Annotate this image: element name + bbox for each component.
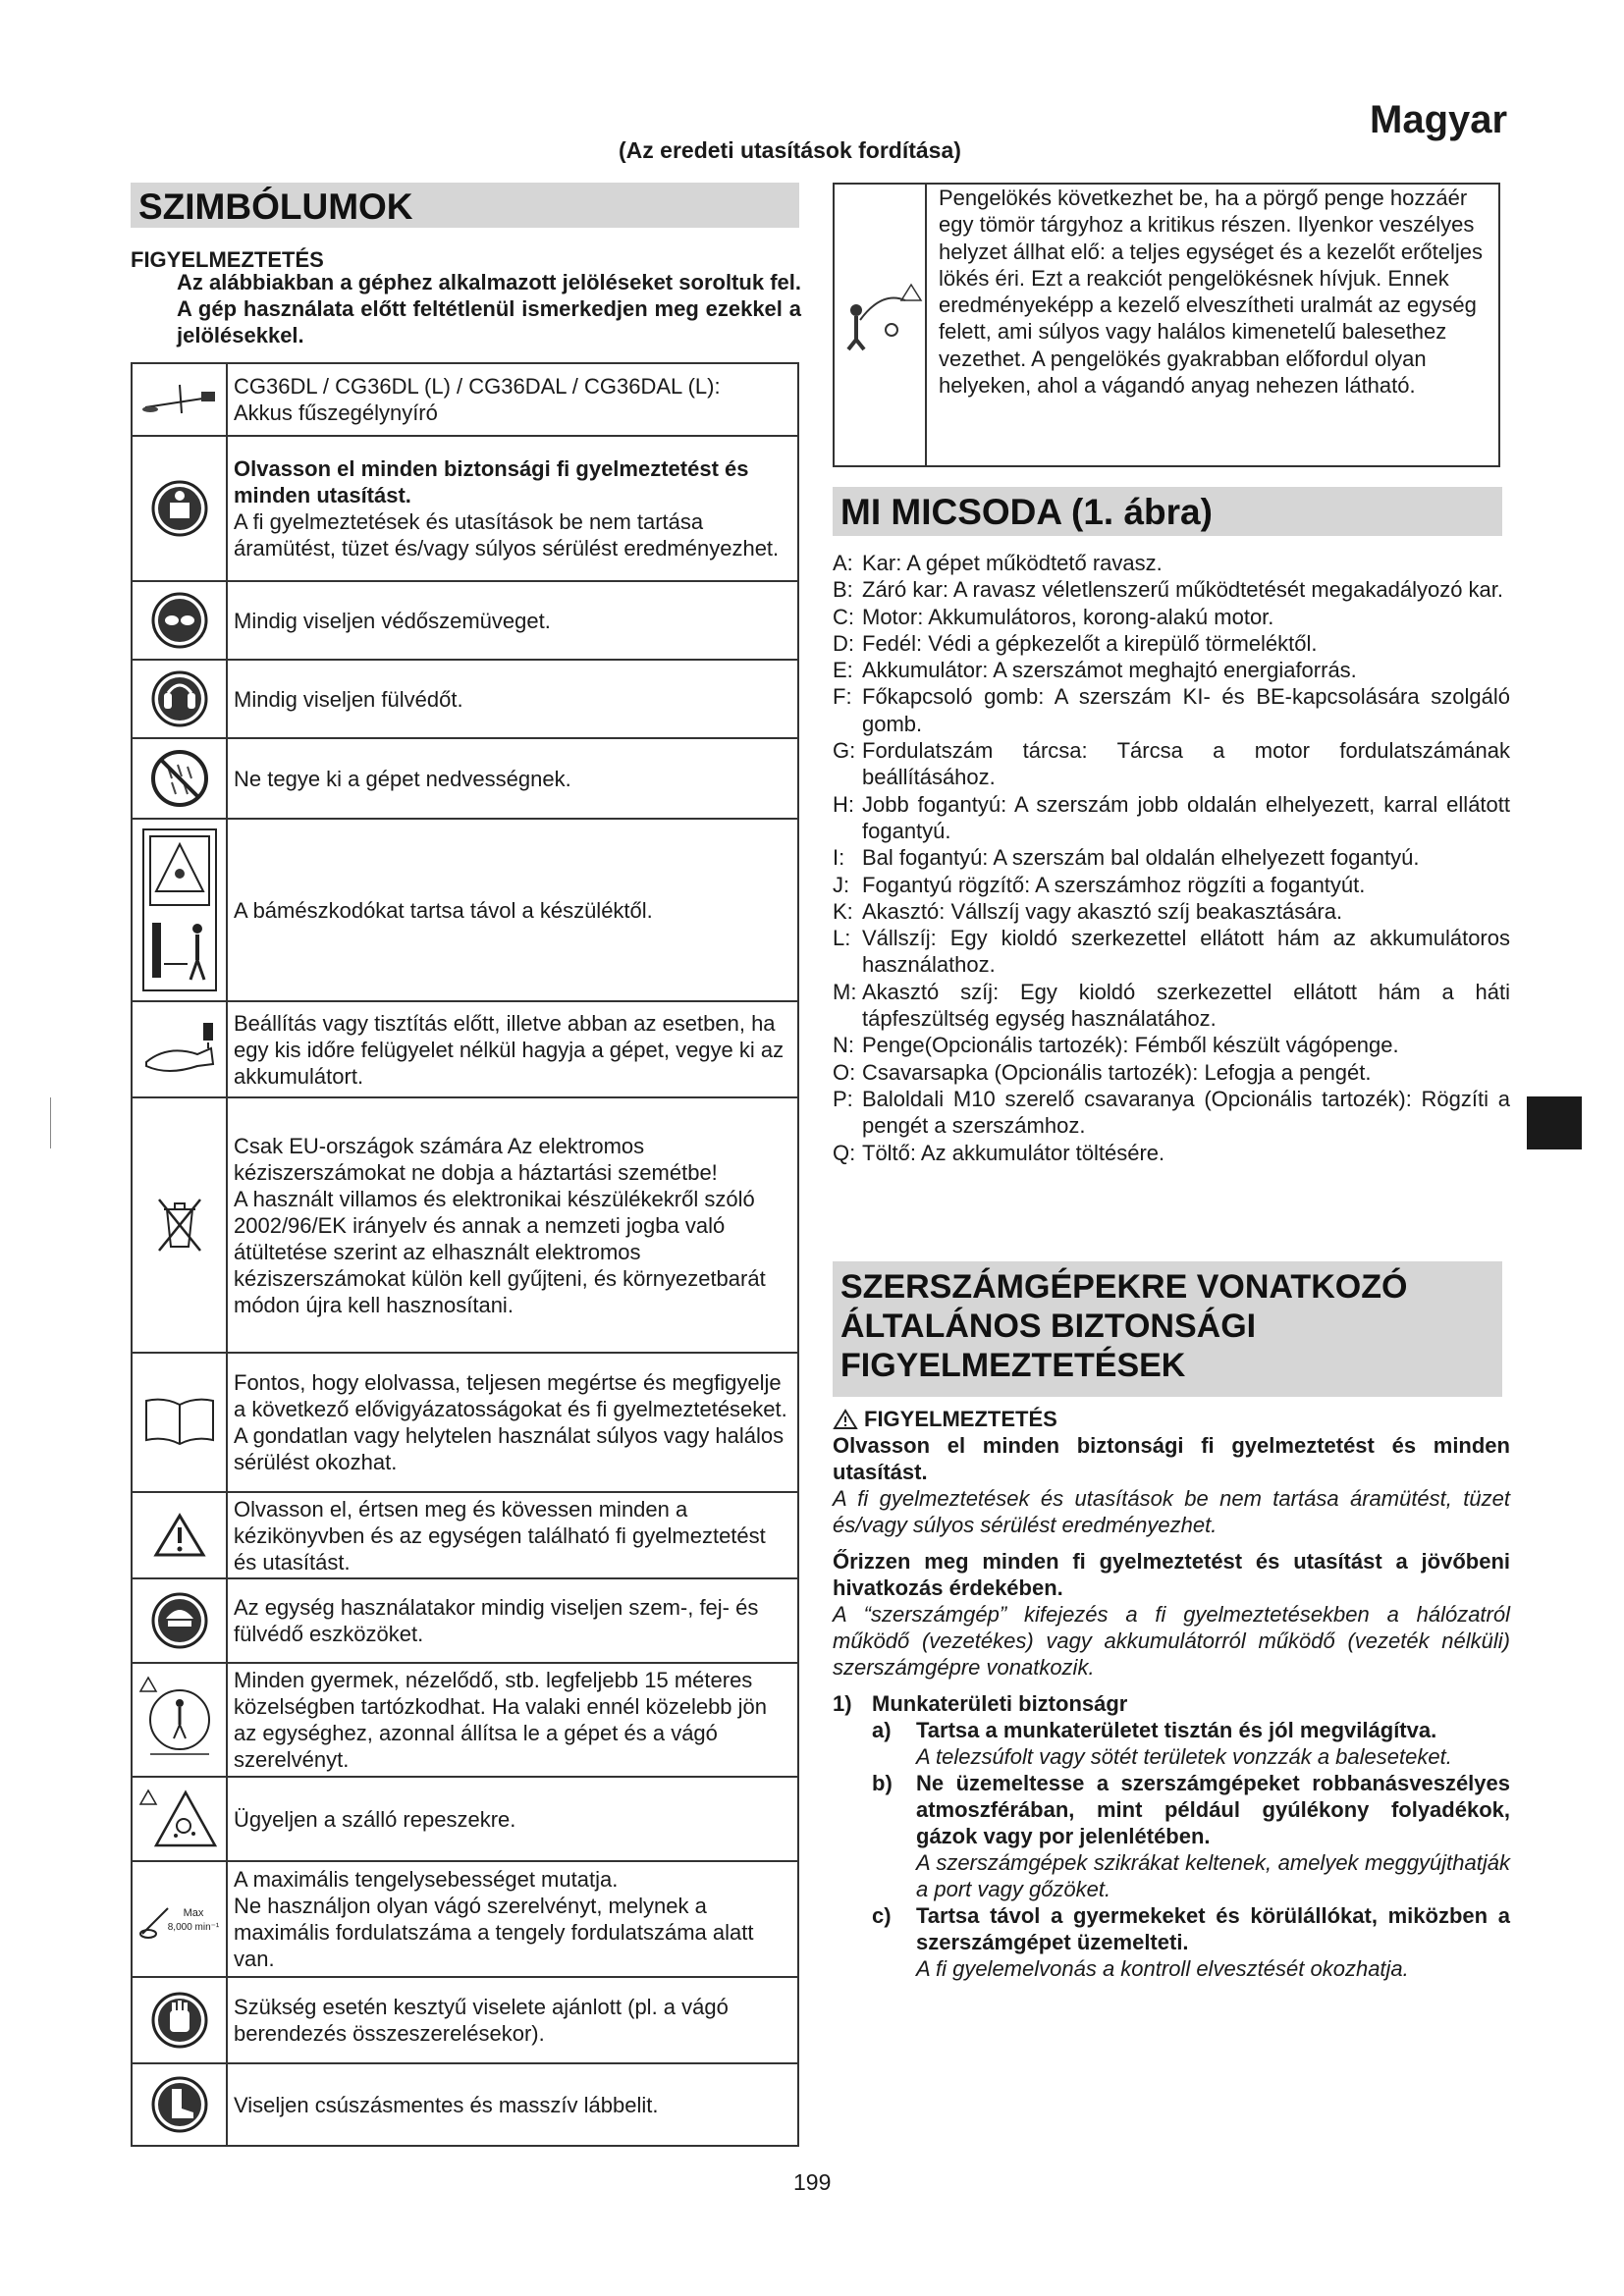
part-key: H: [833, 791, 854, 817]
symbol-row [132, 2063, 798, 2146]
part-item [833, 1140, 1510, 1166]
symbol-read-all-text: A fi gyelmeztetések és utasítások be nem tartása áramütést, tüzet és/vagy súlyos sérülést eredményezhet. [234, 509, 780, 561]
general-p1-italic: A fi gyelmeztetések és utasítások be nem tartása áramütést, tüzet és/vagy súlyos sérülést eredményezhet. [833, 1486, 1510, 1537]
part-text: Fordulatszám tárcsa: Tárcsa a motor fordulatszámának beállításához. [862, 738, 1510, 790]
symbol-debris-text: Ügyeljen a szálló repeszekre. [227, 1777, 798, 1861]
general-p1-bold: Olvasson el minden biztonsági fi gyelmeztetést és minden utasítást. [833, 1433, 1510, 1484]
symbol-eu-text: Csak EU-országok számára Az elektromos kéziszerszámokat ne dobja a háztartási szemétbe! [234, 1133, 718, 1185]
general-warning-title: FIGYELMEZTETÉS [864, 1407, 1057, 1431]
read-manual-icon [132, 436, 227, 581]
symbol-model-name: Akkus fűszegélynyíró [234, 400, 438, 425]
safety-boots-icon [132, 2063, 227, 2146]
remove-battery-icon [132, 1001, 227, 1097]
part-text: Motor: Akkumulátoros, korong-alakú motor. [862, 604, 1274, 629]
fifteen-meter-icon [132, 1663, 227, 1777]
symbol-gloves-text: Szükség esetén kesztyű viselete ajánlott (pl. a vágó berendezés összeszerelésekor). [227, 1977, 798, 2063]
symbol-row [132, 581, 798, 660]
kickback-text: Pengelökés következhet be, ha a pörgő penge hozzáér egy tömör tárgyhoz a kritikus részen. Ilyenkor veszélyes helyzet állhat elő: a teljes egységet és a kezelőt erőteljes lökés éri. Ezt a reakciót pengelökésnek hívjuk. Ennek eredményeképp a kezelő elveszítheti uralmát az egység felett, ami súlyos vagy halálos kimenetelű balesethez vezethet. A pengelökés gyakrabban előfordul olyan helyeken, ahol a vágandó anyag nehezen látható. [939, 186, 1483, 399]
part-key: P: [833, 1086, 853, 1111]
rule-note: A telezsúfolt vagy sötét területek vonzzák a baleseteket. [916, 1744, 1452, 1769]
part-text: Fedél: Védi a gépkezelőt a kirepülő törmeléktől. [862, 630, 1318, 656]
general-safety-heading: SZERSZÁMGÉPEKRE VONATKOZÓ ÁLTALÁNOS BIZTONSÁGI FIGYELMEZTETÉSEK [833, 1261, 1502, 1397]
warning-icon [833, 1409, 858, 1430]
ear-protection-icon [132, 660, 227, 738]
symbol-eu-directive: A használt villamos és elektronikai készülékekről szóló 2002/96/EK irányelv és annak a nemzeti jogba való átültetése szerint az elhasznált elektromos kéziszerszámokat külön kell gyűjteni, és környezetbarát módon újra kell hasznosítani. [234, 1186, 766, 1317]
part-item [833, 1059, 1510, 1086]
part-item [833, 844, 1510, 871]
language-label: Magyar [1370, 98, 1508, 141]
part-text: Jobb fogantyú: A szerszám jobb oldalán elhelyezett, karral ellátott fogantyú. [862, 791, 1510, 843]
head-eye-ear-protection-icon [132, 1578, 227, 1663]
symbol-read-manual-text: Olvasson el, értsen meg és kövessen minden a kézikönyvben és az egységen található fi gyelmeztetést és utasítást. [227, 1492, 798, 1578]
parts-list [833, 550, 1510, 1166]
part-key: O: [833, 1059, 856, 1085]
rule-item [872, 1770, 1510, 1849]
symbol-model-line: CG36DL / CG36DL (L) / CG36DAL / CG36DAL (L): [234, 374, 721, 399]
rule-key: c) [872, 1903, 892, 1928]
rule-key: b) [872, 1771, 893, 1795]
part-text: Akasztó szíj: Egy kioldó szerkezettel ellátott hám a háti tápfeszültség egység használatához. [862, 979, 1510, 1032]
symbol-ear-text: Mindig viseljen fülvédőt. [227, 660, 798, 738]
weee-bin-icon [132, 1097, 227, 1353]
margin-line [50, 1097, 51, 1148]
manual-book-icon [132, 1353, 227, 1492]
section-1-number: 1) [833, 1691, 852, 1716]
part-text: Fogantyú rögzítő: A szerszámhoz rögzíti a fogantyút. [862, 872, 1366, 897]
warning-triangle-icon [132, 1492, 227, 1578]
gloves-icon [132, 1977, 227, 2063]
rule-text: Ne üzemeltesse a szerszámgépeket robbanásveszélyes atmoszférában, mint például gyúlékony folyadékok, gázok vagy por jelenlétében. [916, 1771, 1510, 1848]
bystander-distance-icon [132, 819, 227, 1001]
symbol-row [132, 660, 798, 738]
part-text: Töltő: Az akkumulátor töltésére. [862, 1140, 1165, 1165]
part-item [833, 1086, 1510, 1140]
part-key: B: [833, 577, 853, 603]
general-p2-italic: A “szerszámgép” kifejezés a fi gyelmeztetésekben a hálózatról működő (vezetékes) vagy akkumulátorról működő (vezeték nélküli) szerszámgépre vonatkozik. [833, 1602, 1510, 1680]
part-key: E: [833, 658, 853, 683]
page-number: 199 [793, 2169, 832, 2195]
part-item [833, 657, 1510, 683]
trimmer-icon [132, 363, 227, 436]
eye-protection-icon [132, 581, 227, 660]
part-item [833, 979, 1510, 1033]
symbol-boots-text: Viseljen csúszásmentes és masszív lábbelit. [227, 2063, 798, 2146]
symbol-battery-text: Beállítás vagy tisztítás előtt, illetve abban az esetben, ha egy kis időre felügyelet nélkül hagyja a gépet, vegye ki az akkumulátort. [227, 1001, 798, 1097]
part-text: Csavarsapka (Opcionális tartozék): Lefogja a pengét. [862, 1059, 1372, 1085]
general-warning-heading [833, 1406, 1510, 1432]
symbol-ppe-text: Az egység használatakor mindig viseljen szem-, fej- és fülvédő eszközöket. [227, 1578, 798, 1663]
part-text: Penge(Opcionális tartozék): Fémből készült vágópenge. [862, 1033, 1399, 1058]
symbol-row [132, 1663, 798, 1777]
symbol-eye-text: Mindig viseljen védőszemüveget. [227, 581, 798, 660]
part-item [833, 683, 1510, 737]
part-key: N: [833, 1033, 854, 1058]
symbol-15m-text: Minden gyermek, nézelődő, stb. legfeljebb 15 méteres közelségben tartózkodhat. Ha valaki ennél közelebb jön az egységhez, azonnal állítsa le a gépet és a vágó szerelvényt. [227, 1663, 798, 1777]
part-key: A: [833, 551, 853, 575]
part-text: Kar: A gépet működtető ravasz. [862, 551, 1163, 575]
symbol-max-speed-text2: Ne használjon olyan vágó szerelvényt, melynek a maximális fordulatszáma a tengely fordulatszáma alatt van. [234, 1894, 754, 1971]
symbol-row [132, 1353, 798, 1492]
section-tab-marker [1527, 1096, 1582, 1149]
symbol-bystander-text: A bámészkodókat tartsa távol a készüléktől. [227, 819, 798, 1001]
part-item [833, 791, 1510, 845]
part-key: M: [833, 979, 857, 1004]
part-key: G: [833, 738, 856, 764]
general-p2-bold: Őrizzen meg minden fi gyelmeztetést és utasítást a jövőbeni hivatkozás érdekében. [833, 1549, 1510, 1600]
part-item [833, 872, 1510, 898]
part-key: I: [833, 845, 845, 871]
max-speed-icon [132, 1861, 227, 1977]
part-text: Akasztó: Vállszíj vagy akasztó szíj beakasztására. [862, 898, 1343, 924]
part-key: K: [833, 898, 853, 924]
part-text: Záró kar: A ravasz véletlenszerű működtetését megakadályozó kar. [862, 577, 1503, 603]
symbol-row [132, 738, 798, 819]
symbol-row [132, 436, 798, 581]
what-is-heading: MI MICSODA (1. ábra) [833, 487, 1502, 536]
rule-item [872, 1902, 1510, 1955]
rule-text: Tartsa távol a gyermekeket és körülállókat, miközben a szerszámgépet üzemelteti. [916, 1903, 1510, 1954]
symbol-row [132, 1097, 798, 1353]
rule-key: a) [872, 1718, 892, 1742]
max-icon-value: 8,000 min⁻¹ [167, 1922, 219, 1933]
rule-text: Tartsa a munkaterületet tisztán és jól megvilágítva. [916, 1718, 1437, 1742]
section-1-title: Munkaterületi biztonságr [872, 1691, 1128, 1716]
rule-note: A fi gyelemelvonás a kontroll elvesztését okozhatja. [916, 1956, 1409, 1981]
symbol-row [132, 1578, 798, 1663]
rule-item [872, 1717, 1510, 1743]
symbol-row [132, 1861, 798, 1977]
part-item [833, 925, 1510, 979]
part-key: C: [833, 604, 854, 629]
part-text: Bal fogantyú: A szerszám bal oldalán elhelyezett fogantyú. [862, 845, 1420, 871]
symbols-warning-title: FIGYELMEZTETÉS [131, 247, 324, 272]
symbol-wet-text: Ne tegye ki a gépet nedvességnek. [227, 738, 798, 819]
part-key: L: [833, 926, 851, 951]
part-key: F: [833, 684, 852, 710]
part-item [833, 550, 1510, 576]
rule-note: A szerszámgépek szikrákat keltenek, amelyek meggyújthatják a port vagy gőzöket. [916, 1850, 1510, 1901]
part-text: Főkapcsoló gomb: A szerszám KI- és BE-kapcsolására szolgáló gomb. [862, 684, 1510, 736]
symbol-row [132, 1777, 798, 1861]
symbols-table [131, 362, 799, 2147]
part-text: Baloldali M10 szerelő csavaranya (Opcionális tartozék): Rögzíti a pengét a szerszámhoz. [862, 1086, 1510, 1139]
part-text: Akkumulátor: A szerszámot meghajtó energiaforrás. [862, 658, 1357, 683]
kickback-icon [833, 183, 927, 467]
symbol-precaution-text: Fontos, hogy elolvassa, teljesen megértse és megfigyelje a következő elővigyázatosságokat és fi gyelmeztetéseket. A gondatlan vagy helytelen használat súlyos vagy halálos sérülést okozhat. [227, 1353, 798, 1492]
symbol-read-all-bold: Olvasson el minden biztonsági fi gyelmeztetést és minden utasítást. [234, 456, 749, 507]
section-1-heading [833, 1690, 1510, 1717]
symbol-row [132, 1977, 798, 2063]
symbols-heading: SZIMBÓLUMOK [131, 183, 799, 228]
part-item [833, 898, 1510, 925]
symbol-row [132, 363, 798, 436]
translation-subtitle: (Az eredeti utasítások fordítása) [619, 137, 961, 163]
symbol-row [132, 1492, 798, 1578]
max-icon-label: Max [183, 1907, 203, 1919]
part-key: J: [833, 872, 850, 897]
flying-debris-icon [132, 1777, 227, 1861]
part-key: D: [833, 630, 854, 656]
part-item [833, 630, 1510, 657]
part-item [833, 604, 1510, 630]
no-rain-icon [132, 738, 227, 819]
part-text: Vállszíj: Egy kioldó szerkezettel ellátott hám az akkumulátoros használathoz. [862, 926, 1510, 978]
symbol-max-speed-text: A maximális tengelysebességet mutatja. [234, 1867, 619, 1892]
general-safety-body [833, 1406, 1510, 1982]
part-item [833, 1032, 1510, 1058]
symbol-row [132, 819, 798, 1001]
symbol-row [132, 1001, 798, 1097]
part-item [833, 576, 1510, 603]
symbols-intro: Az alábbiakban a géphez alkalmazott jelöléseket soroltuk fel. A gép használata előtt feltétlenül ismerkedjen meg ezekkel a jelölésekkel. [177, 270, 801, 347]
part-item [833, 737, 1510, 791]
part-key: Q: [833, 1140, 856, 1165]
